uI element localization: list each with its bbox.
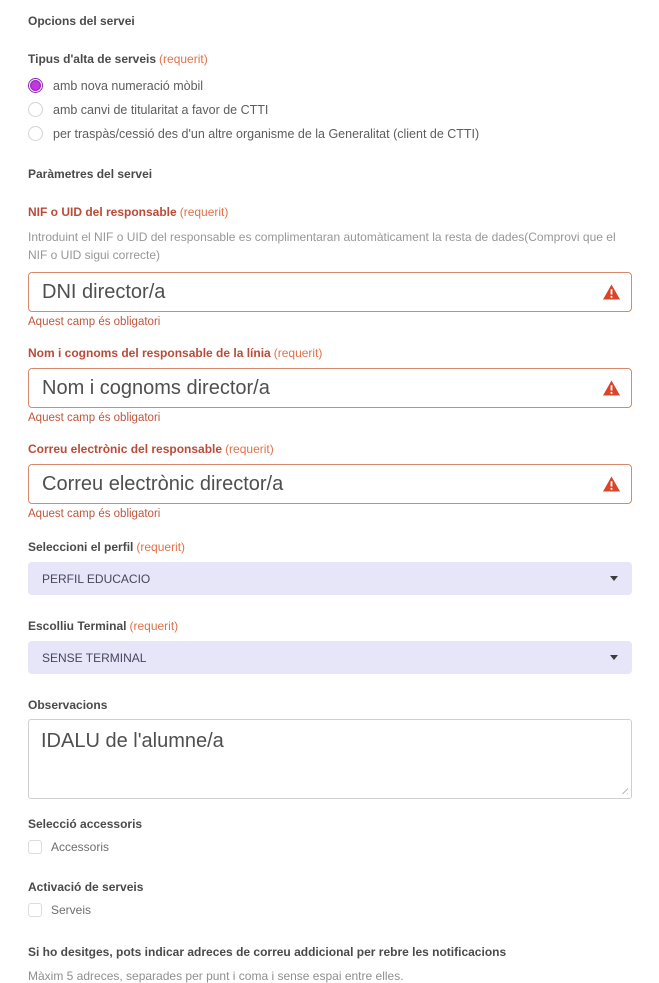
radio-unselected-icon[interactable] bbox=[28, 102, 43, 117]
accessoris-checkbox-label: Accessoris bbox=[51, 839, 110, 854]
terminal-select[interactable] bbox=[28, 641, 632, 674]
nom-label-text: Nom i cognoms del responsable de la línia bbox=[28, 346, 271, 360]
observacions-textarea-wrap bbox=[28, 719, 632, 799]
observacions-label: Observacions bbox=[28, 698, 108, 712]
radio-option-nova-numeracio[interactable] bbox=[28, 78, 632, 93]
nom-input[interactable] bbox=[28, 368, 632, 408]
perfil-label bbox=[28, 540, 632, 554]
perfil-select-value: PERFIL EDUCACIO bbox=[42, 571, 151, 586]
required-tag: (requerit) bbox=[225, 442, 274, 456]
nif-input[interactable] bbox=[28, 272, 632, 312]
required-tag: (requerit) bbox=[273, 346, 323, 360]
radio-option-label: amb canvi de titularitat a favor de CTTI bbox=[53, 102, 269, 117]
warning-icon bbox=[603, 381, 620, 396]
correu-input-wrap bbox=[28, 464, 632, 504]
options-section-heading: Opcions del servei bbox=[28, 14, 135, 28]
perfil-select[interactable] bbox=[28, 562, 632, 595]
nom-label bbox=[28, 346, 632, 360]
warning-icon bbox=[603, 477, 620, 492]
params-section-heading: Paràmetres del servei bbox=[28, 167, 153, 181]
radio-option-label: per traspàs/cessió des d'un altre organisme de la Generalitat (client de CTTI) bbox=[53, 126, 480, 141]
nom-error-text: Aquest camp és obligatori bbox=[28, 412, 161, 424]
service-type-label-text: Tipus d'alta de serveis bbox=[28, 52, 157, 66]
serveis-checkbox[interactable] bbox=[28, 903, 42, 917]
perfil-label-text: Seleccioni el perfil bbox=[28, 540, 134, 554]
correu-label-text: Correu electrònic del responsable bbox=[28, 442, 223, 456]
terminal-label bbox=[28, 619, 632, 633]
accessoris-label: Selecció accessoris bbox=[28, 817, 143, 831]
nif-help-text: Introduint el NIF o UID del responsable es complimentaran automàticament la resta de dades(Comprovi que el NIF o UID sigui correcte) bbox=[28, 230, 616, 262]
chevron-down-icon bbox=[610, 576, 618, 581]
radio-dot bbox=[30, 80, 41, 91]
observacions-textarea[interactable] bbox=[28, 719, 632, 799]
nif-input-wrap bbox=[28, 272, 632, 312]
accessoris-checkbox-row[interactable] bbox=[28, 839, 632, 854]
serveis-label: Activació de serveis bbox=[28, 880, 144, 894]
correu-input[interactable] bbox=[28, 464, 632, 504]
terminal-label-text: Escolliu Terminal bbox=[28, 619, 127, 633]
service-type-label bbox=[28, 52, 632, 66]
required-tag: (requerit) bbox=[179, 205, 229, 219]
required-tag: (requerit) bbox=[159, 52, 208, 66]
serveis-checkbox-label: Serveis bbox=[51, 902, 92, 917]
nif-label bbox=[28, 205, 632, 219]
warning-icon bbox=[603, 285, 620, 300]
radio-option-traspas-cessio[interactable] bbox=[28, 126, 632, 141]
radio-unselected-icon[interactable] bbox=[28, 126, 43, 141]
correu-error-text: Aquest camp és obligatori bbox=[28, 508, 161, 520]
serveis-checkbox-row[interactable] bbox=[28, 902, 632, 917]
required-tag: (requerit) bbox=[129, 619, 179, 633]
nif-label-text: NIF o UID del responsable bbox=[28, 205, 177, 219]
notifications-help: Màxim 5 adreces, separades per punt i coma i sense espai entre elles. bbox=[28, 969, 404, 983]
nom-input-wrap bbox=[28, 368, 632, 408]
terminal-select-value: SENSE TERMINAL bbox=[42, 650, 147, 665]
correu-label bbox=[28, 442, 632, 456]
radio-option-label: amb nova numeració mòbil bbox=[53, 78, 204, 93]
chevron-down-icon bbox=[610, 655, 618, 660]
accessoris-checkbox[interactable] bbox=[28, 840, 42, 854]
nif-error-text: Aquest camp és obligatori bbox=[28, 316, 161, 328]
radio-selected-icon[interactable] bbox=[28, 78, 43, 93]
notifications-title: Si ho desitges, pots indicar adreces de correu addicional per rebre les notificacions bbox=[28, 945, 507, 959]
radio-option-canvi-titularitat[interactable] bbox=[28, 102, 632, 117]
required-tag: (requerit) bbox=[136, 540, 186, 554]
